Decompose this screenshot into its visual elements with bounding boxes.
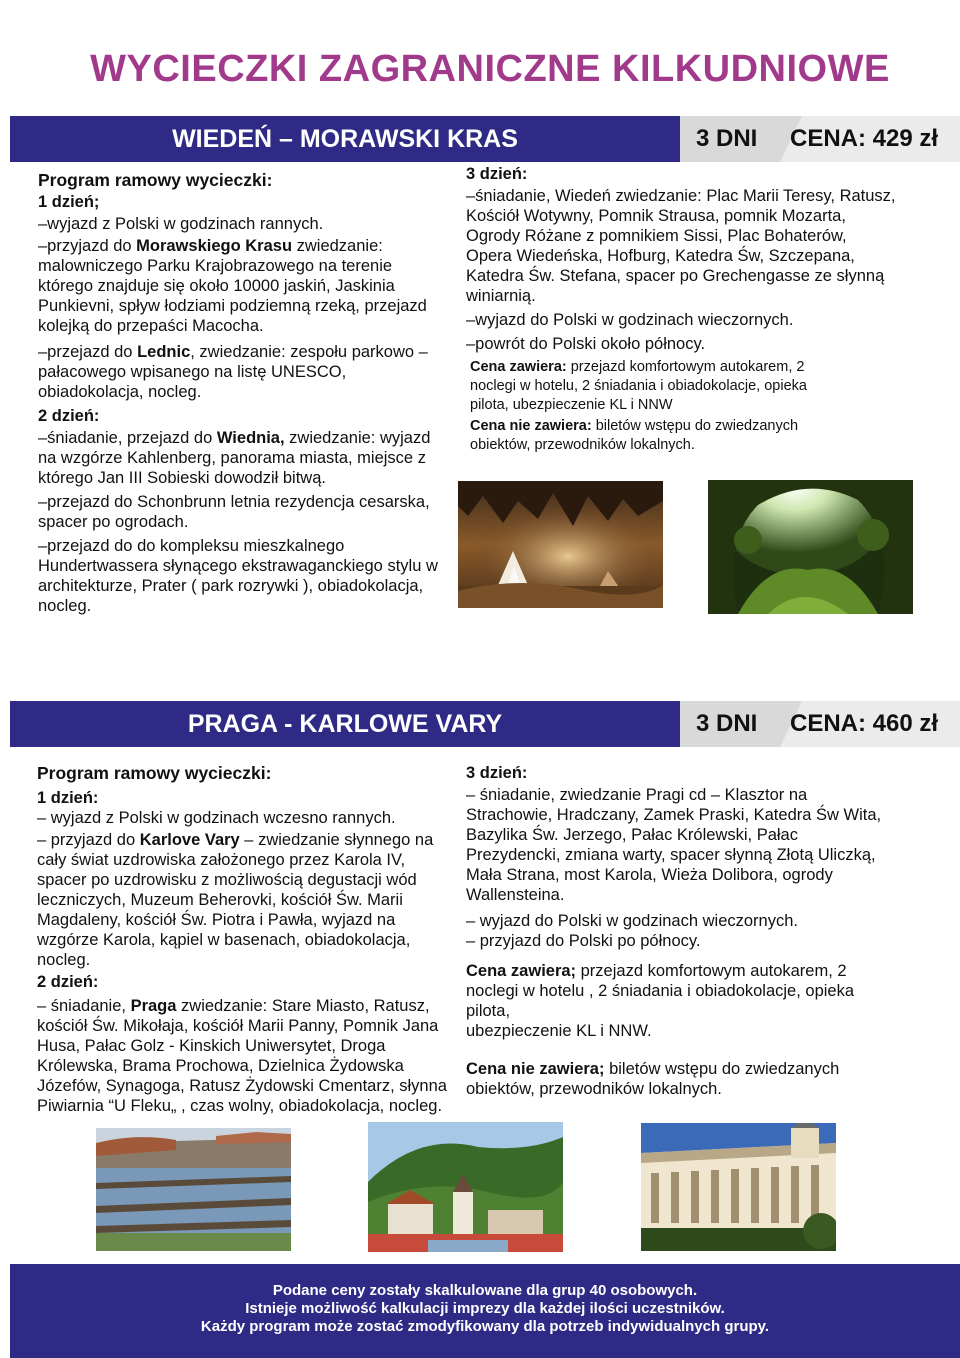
program-paragraph: –powrót do Polski około północy. bbox=[466, 335, 706, 353]
photo-spa-colonnade bbox=[641, 1123, 836, 1251]
photo-macocha-abyss bbox=[708, 480, 913, 614]
photo-cave-stalagmites bbox=[458, 481, 663, 608]
tour-duration: 3 DNI bbox=[696, 125, 758, 152]
program-paragraph: –śniadanie, Wiedeń zwiedzanie: Plac Marii Teresy, Ratusz, Kościół Wotywny, Pomnik Strausa, pomnik Mozarta, Ogrody Różane z pomnikiem Sissi, Plac Bohaterów, Opera Wiedeńska, Hofburg, Katedra Św, Szczepana, Katedra Św. Stefana, spacer po Grechengasse ze słynną winiarnią. bbox=[466, 187, 896, 305]
tour-program-right bbox=[466, 763, 896, 1101]
program-paragraph: –śniadanie, przejazd do Wiednia, zwiedzanie: wyjazd na wzgórze Kahlenberg, panorama miasta, miejsce z którego Jan III Sobieski dowodził bitwą. bbox=[38, 429, 431, 487]
page-title: WYCIECZKI ZAGRANICZNE KILKUDNIOWE bbox=[90, 48, 890, 90]
program-paragraph: –wyjazd do Polski w godzinach wieczornych. bbox=[466, 311, 794, 329]
tour-banner-prague bbox=[10, 701, 960, 747]
day-label: 1 dzień; bbox=[38, 193, 100, 211]
day-label: 2 dzień: bbox=[37, 973, 99, 991]
tour-price: CENA: 460 zł bbox=[790, 710, 939, 737]
tour-title: WIEDEŃ – MORAWSKI KRAS bbox=[172, 125, 518, 153]
photo-prague-bridges bbox=[96, 1128, 291, 1251]
tour-program-left bbox=[37, 763, 447, 1118]
program-paragraph: – śniadanie, zwiedzanie Pragi cd – Klasztor na Strachowie, Hradczany, Zamek Praski, Katedra Św Wita, Bazylika Św. Jerzego, Pałac Królewski, Pałac Prezydencki, zmiana warty, spacer słynną Złotą Uliczką, Mała Strana, most Karola, Wieża Dolibora, ogrody Wallensteina. bbox=[466, 786, 882, 904]
day-label: 2 dzień: bbox=[38, 407, 100, 425]
program-paragraph: – wyjazd z Polski w godzinach wczesno rannych. bbox=[37, 809, 396, 827]
price-includes-insurance: ubezpieczenie KL i NNW. bbox=[466, 1022, 652, 1040]
tour-banner-vienna bbox=[10, 116, 960, 162]
tour-program-left bbox=[38, 170, 443, 618]
tour-program-right bbox=[466, 164, 896, 457]
program-paragraph: –przejazd do Schonbrunn letnia rezydencja cesarska, spacer po ogrodach. bbox=[38, 493, 430, 531]
program-heading: Program ramowy wycieczki: bbox=[38, 170, 273, 190]
price-excludes: Cena nie zawiera: biletów wstępu do zwiedzanych obiektów, przewodników lokalnych. bbox=[470, 418, 799, 453]
footer-line: Podane ceny zostały skalkulowane dla grup 40 osobowych. bbox=[272, 1282, 698, 1299]
tour-title: PRAGA - KARLOWE VARY bbox=[187, 710, 503, 738]
program-paragraph: – przyjazd do Karlove Vary – zwiedzanie słynnego na cały świat uzdrowiska założonego przez Karola IV, spacer po uzdrowisku z możliwością degustacji wód leczniczych, Muzeum Beherovki, kościół Św. Marii Magdaleny, kościół Św. Piotra i Pawła, wyjazd na wzgórze Karola, kąpiel w basenach, obiadokolacja, nocleg. bbox=[37, 831, 434, 969]
day-label: 3 dzień: bbox=[466, 764, 528, 782]
price-excludes: Cena nie zawiera; biletów wstępu do zwiedzanych obiektów, przewodników lokalnych. bbox=[466, 1060, 840, 1098]
program-paragraph: –przyjazd do Morawskiego Krasu zwiedzanie: malowniczego Parku Krajobrazowego na terenie którego znajduje się około 10000 jaskiń, Jaskinia Punkievni, spływ łodziami podziemną rzeką, przejazd kolejką do przepaści Macocha. bbox=[38, 237, 427, 335]
program-heading: Program ramowy wycieczki: bbox=[37, 763, 272, 783]
day-label: 1 dzień: bbox=[37, 789, 99, 807]
program-paragraph: –przejazd do do kompleksu mieszkalnego Hundertwassera słynącego ekstrawaganckiego stylu w architekturze, Prater ( park rozrywki ), obiadokolacja, nocleg. bbox=[38, 537, 438, 615]
price-includes: Cena zawiera: przejazd komfortowym autokarem, 2 noclegi w hotelu, 2 śniadania i obiadokolacje, opieka pilota, ubezpieczenie KL i NNW bbox=[470, 359, 807, 413]
program-paragraph: –przejazd do Lednic, zwiedzanie: zespołu parkowo – pałacowego wpisanego na listę UNESCO, obiadokolacja, nocleg. bbox=[38, 343, 428, 401]
tour-price: CENA: 429 zł bbox=[790, 125, 939, 152]
program-paragraph: – śniadanie, Praga zwiedzanie: Stare Miasto, Ratusz, kościół Św. Mikołaja, kościół Marii Panny, Pomnik Jana Husa, Pałac Golz - Kinskich Uniwersytet, Droga Królewska, Brama Prochowa, Dzielnica Żydowska Józefów, Synagoga, Ratusz Żydowski Cmentarz, słynna Piwiarnia “U Fleku„ , czas wolny, obiadokolacja, nocleg. bbox=[37, 997, 447, 1115]
day-label: 3 dzień: bbox=[466, 165, 528, 183]
footer-line: Każdy program może zostać zmodyfikowany dla potrzeb indywidualnych grupy. bbox=[200, 1318, 770, 1335]
photo-karlovy-vary bbox=[368, 1122, 563, 1252]
program-paragraph: – wyjazd do Polski w godzinach wieczornych. bbox=[466, 912, 798, 930]
tour-duration: 3 DNI bbox=[696, 710, 758, 737]
program-paragraph: –wyjazd z Polski w godzinach rannych. bbox=[38, 215, 324, 233]
program-paragraph: – przyjazd do Polski po północy. bbox=[466, 932, 701, 950]
footer-line: Istnieje możliwość kalkulacji imprezy dla każdej ilości uczestników. bbox=[245, 1300, 725, 1317]
price-includes: Cena zawiera; przejazd komfortowym autokarem, 2 noclegi w hotelu , 2 śniadania i obiadokolacje, opieka pilota, bbox=[466, 962, 855, 1020]
footer-note bbox=[10, 1264, 960, 1358]
